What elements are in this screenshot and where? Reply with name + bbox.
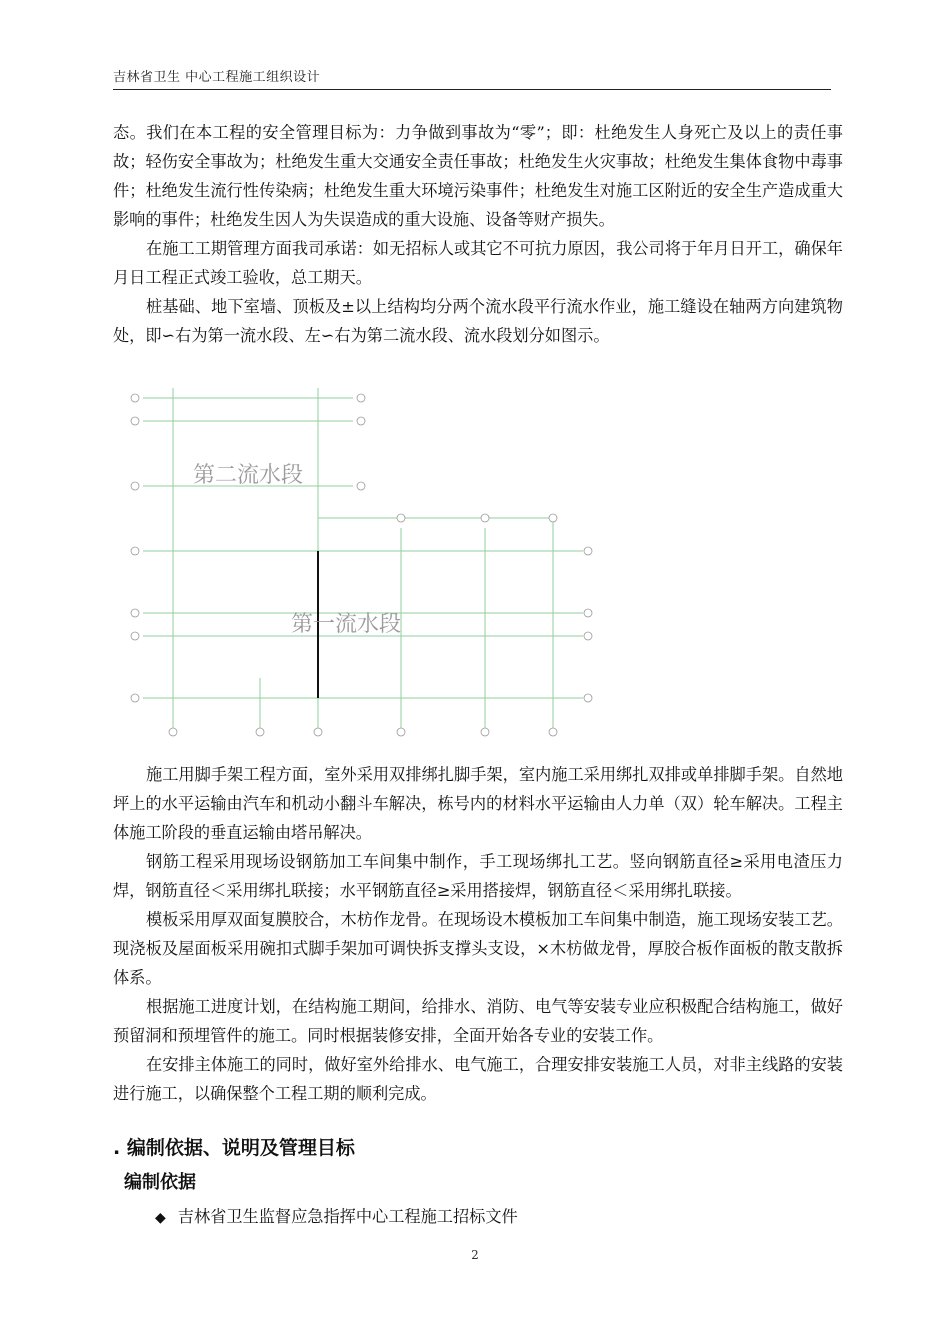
- segment-label-1: 第一流水段: [291, 612, 402, 637]
- diamond-bullet-icon: ◆: [155, 1210, 166, 1226]
- paragraph-rebar: 钢筋工程采用现场设钢筋加工车间集中制作，手工现场绑扎工艺。竖向钢筋直径≥采用电渣压力焊，钢筋直径＜采用绑扎联接；水平钢筋直径≥采用搭接焊，钢筋直径＜采用绑扎联接。: [113, 852, 843, 900]
- paragraph-installation: 根据施工进度计划，在结构施工期间，给排水、消防、电气等安装专业应积极配合结构施工，做好预留洞和预埋管件的施工。同时根据装修安排，全面开始各专业的安装工作。: [113, 997, 843, 1045]
- paragraph-safety-goals: 态。我们在本工程的安全管理目标为：力争做到事故为“零”；即：杜绝发生人身死亡及以上的责任事故；轻伤安全事故为；杜绝发生重大交通安全责任事故；杜绝发生火灾事故；杜绝发生集体食物中毒事件；杜绝发生流行性传染病；杜绝发生重大环境污染事件；杜绝发生对施工区附近的安全生产造成重大影响的事件；杜绝发生因人为失误造成的重大设施、设备等财产损失。: [113, 123, 843, 229]
- text-block-bottom: [113, 760, 843, 1108]
- bullet-list-item: [155, 1203, 518, 1227]
- paragraph-outdoor-works: 在安排主体施工的同时，做好室外给排水、电气施工，合理安排安装施工人员，对非主线路的安装进行施工，以确保整个工程工期的顺利完成。: [113, 1055, 843, 1103]
- text-block-top: [113, 118, 843, 350]
- subsection-heading: 编制依据: [124, 1172, 196, 1193]
- page-number: 2: [471, 1248, 479, 1262]
- paragraph-formwork: 模板采用厚双面复膜胶合，木枋作龙骨。在现场设木模板加工车间集中制造，施工现场安装工艺。现浇板及屋面板采用碗扣式脚手架加可调快拆支撑头支设，×木枋做龙骨，厚胶合板作面板的散支散拆体系。: [113, 910, 843, 987]
- segment-label-2: 第二流水段: [193, 463, 304, 488]
- flow-segment-diagram: [113, 378, 653, 748]
- header-rule: [113, 89, 831, 90]
- paragraph-schedule: 在施工工期管理方面我司承诺：如无招标人或其它不可抗力原因，我公司将于年月日开工，确保年月日工程正式竣工验收，总工期天。: [113, 239, 843, 287]
- bullet-item-text: 吉林省卫生监督应急指挥中心工程施工招标文件: [177, 1207, 518, 1226]
- paragraph-flow-segments: 桩基础、地下室墙、顶板及±以上结构均分两个流水段平行流水作业，施工缝设在轴两方向建筑物处，即∽右为第一流水段、左∽右为第二流水段、流水段划分如图示。: [113, 297, 843, 345]
- page-header-title: 吉林省卫生 中心工程施工组织设计: [113, 70, 321, 85]
- section-heading: . 编制依据、说明及管理目标: [113, 1137, 355, 1159]
- paragraph-scaffolding: 施工用脚手架工程方面，室外采用双排绑扎脚手架，室内施工采用绑扎双排或单排脚手架。自然地坪上的水平运输由汽车和机动小翻斗车解决，栋号内的材料水平运输由人力单（双）轮车解决。工程主体施工阶段的垂直运输由塔吊解决。: [113, 765, 843, 842]
